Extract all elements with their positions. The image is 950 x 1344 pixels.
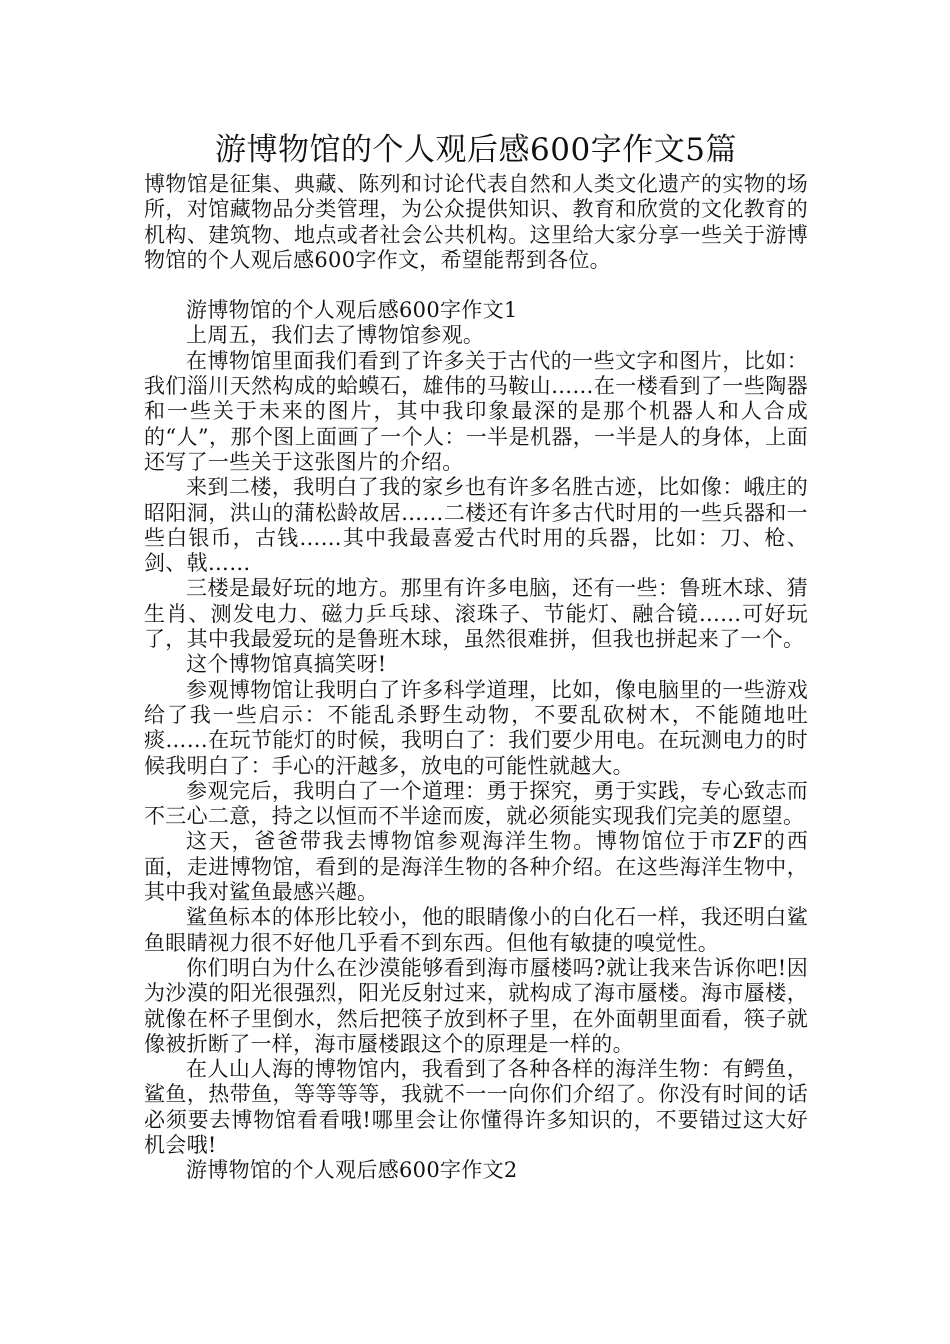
body-paragraph: 这天，爸爸带我去博物馆参观海洋生物。博物馆位于市ZF的西面，走进博物馆，看到的是海洋生物的各种介绍。在这些海洋生物中，其中我对鲨鱼最感兴趣。	[144, 829, 808, 905]
body-paragraph: 这个博物馆真搞笑呀!	[186, 652, 387, 677]
intro-paragraph: 博物馆是征集、典藏、陈列和讨论代表自然和人类文化遗产的实物的场所，对馆藏物品分类管理，为公众提供知识、教育和欣赏的文化教育的机构、建筑物、地点或者社会公共机构。这里给大家分享一些关于游博物馆的个人观后感600字作文，希望能帮到各位。	[144, 172, 808, 272]
essay-1-heading: 游博物馆的个人观后感600字作文1	[186, 298, 518, 323]
body-paragraph: 参观完后，我明白了一个道理：勇于探究，勇于实践，专心致志而不三心二意，持之以恒而不半途而废，就必须能实现我们完美的愿望。	[144, 778, 808, 829]
body-paragraph: 三楼是最好玩的地方。那里有许多电脑，还有一些：鲁班木球、猜生肖、测发电力、磁力乒乓球、滚珠子、节能灯、融合镜……可好玩了，其中我最爱玩的是鲁班木球，虽然很难拼，但我也拼起来了一个。	[144, 576, 808, 652]
document-page	[144, 128, 808, 1184]
body-paragraph: 来到二楼，我明白了我的家乡也有许多名胜古迹，比如像：峨庄的昭阳洞，洪山的蒲松龄故居……二楼还有许多古代时用的一些兵器和一些白银币，古钱……其中我最喜爱古代时用的兵器，比如：刀、枪、剑、戟……	[144, 475, 808, 576]
body-paragraph: 在博物馆里面我们看到了许多关于古代的一些文字和图片，比如：我们淄川天然构成的蛤蟆石，雄伟的马鞍山……在一楼看到了一些陶器和一些关于未来的图片，其中我印象最深的是那个机器人和人合成的“人”，那个图上面画了一个人：一半是机器，一半是人的身体，上面还写了一些关于这张图片的介绍。	[144, 348, 808, 474]
essay-2-heading: 游博物馆的个人观后感600字作文2	[186, 1158, 518, 1183]
body-paragraph: 在人山人海的博物馆内，我看到了各种各样的海洋生物：有鳄鱼，鲨鱼，热带鱼，等等等等，我就不一一向你们介绍了。你没有时间的话必须要去博物馆看看哦!哪里会让你懂得许多知识的，不要错过这大好机会哦!	[144, 1057, 808, 1157]
document-title: 游博物馆的个人观后感600字作文5篇	[215, 132, 737, 168]
body-paragraph: 你们明白为什么在沙漠能够看到海市蜃楼吗?就让我来告诉你吧!因为沙漠的阳光很强烈，阳光反射过来，就构成了海市蜃楼。海市蜃楼，就像在杯子里倒水，然后把筷子放到杯子里，在外面朝里面看，筷子就像被折断了一样，海市蜃楼跟这个的原理是一样的。	[144, 955, 808, 1056]
body-paragraph: 上周五，我们去了博物馆参观。	[186, 323, 485, 348]
body-paragraph: 参观博物馆让我明白了许多科学道理，比如，像电脑里的一些游戏给了我一些启示：不能乱杀野生动物，不要乱砍树木，不能随地吐痰……在玩节能灯的时候，我明白了：我们要少用电。在玩测电力的时候我明白了：手心的汗越多，放电的可能性就越大。	[144, 677, 808, 778]
body-paragraph: 鲨鱼标本的体形比较小，他的眼睛像小的白化石一样，我还明白鲨鱼眼睛视力很不好他几乎看不到东西。但他有敏捷的嗅觉性。	[144, 905, 808, 955]
